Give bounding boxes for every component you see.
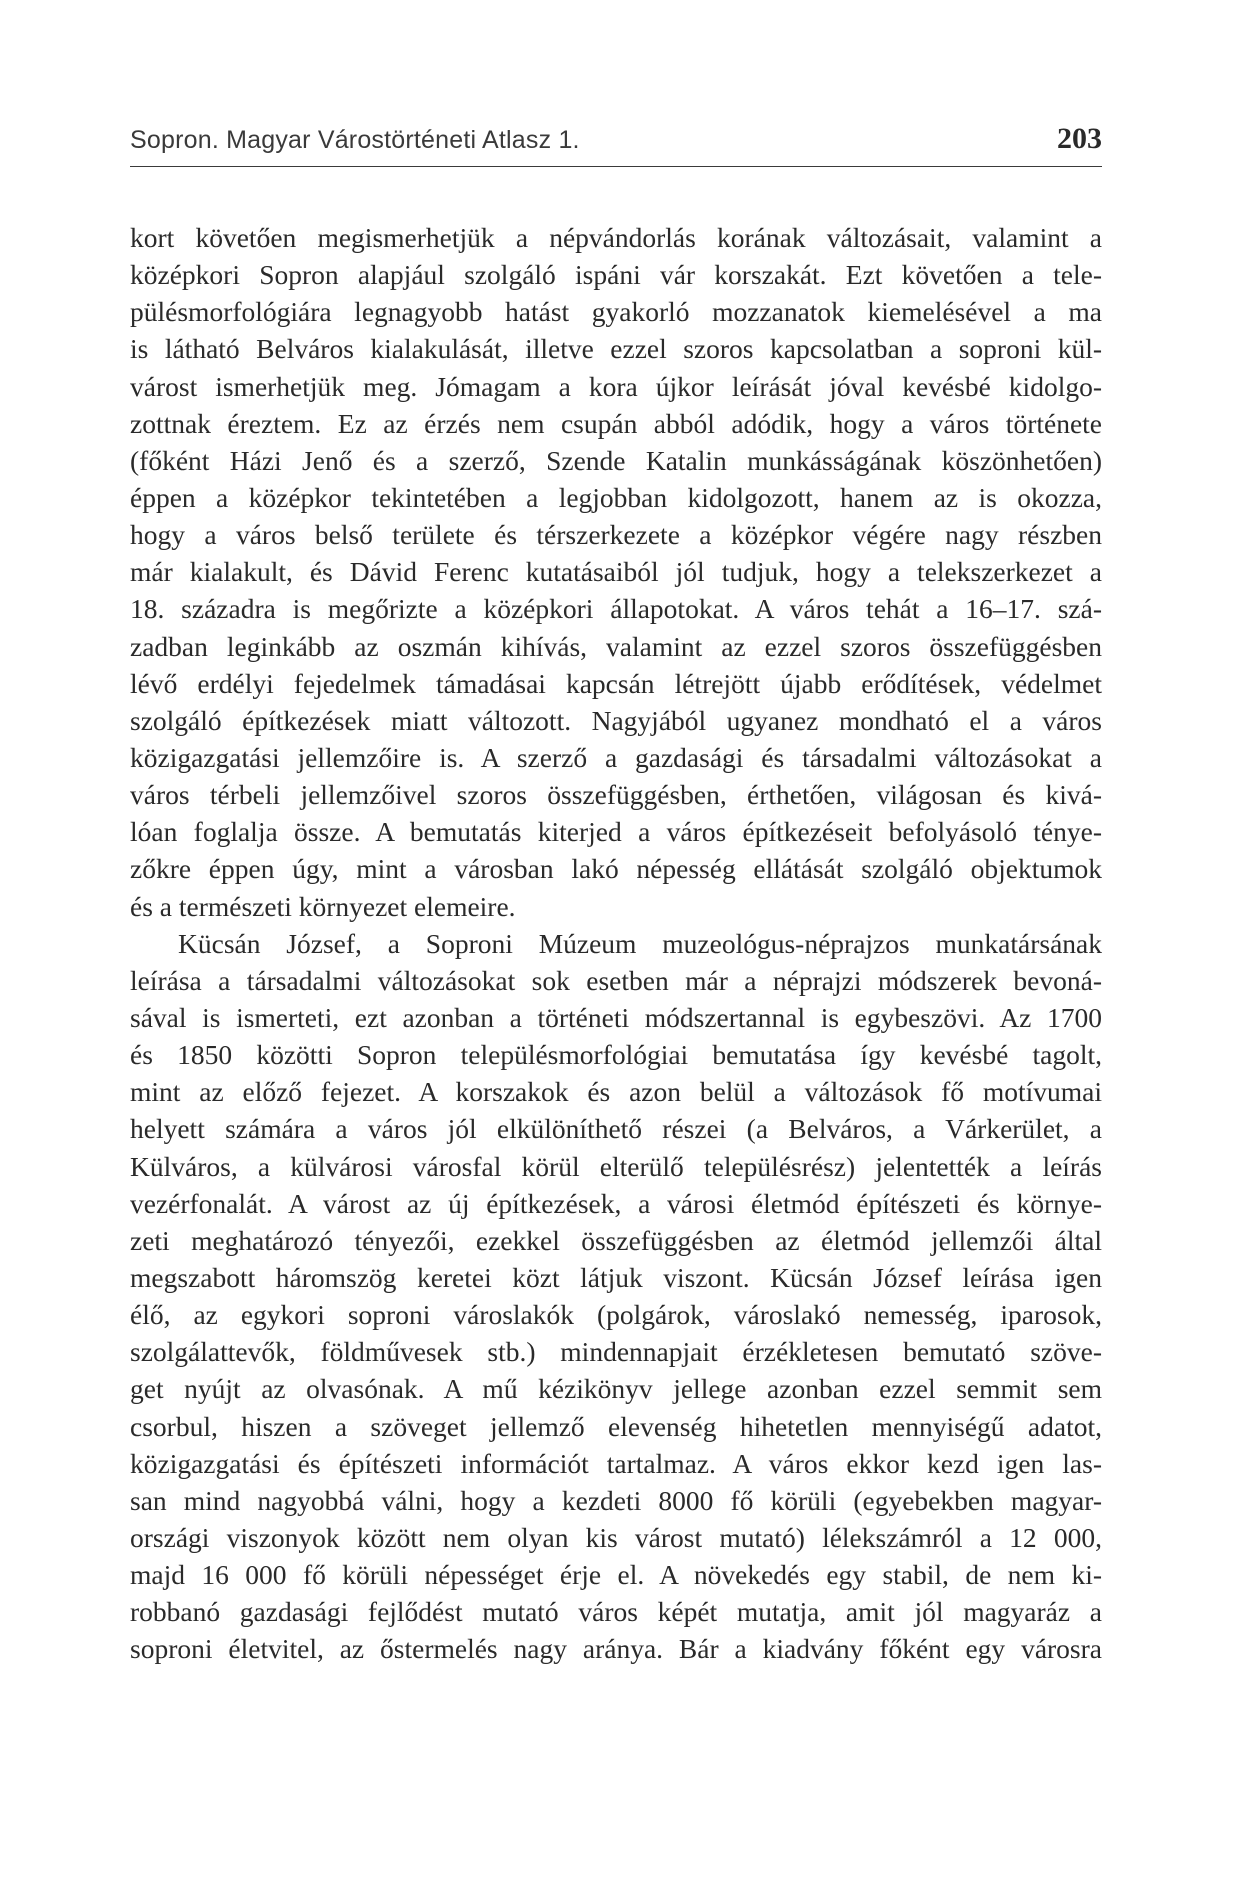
text-line: sával is ismerteti, ezt azonban a történeti módszertannal is egybeszövi. Az 1700: [130, 1001, 1102, 1033]
text-line: várost ismerhetjük meg. Jómagam a kora újkor leírását jóval kevésbé kidolgo-: [130, 370, 1102, 402]
text-line: hogy a város belső területe és térszerkezete a középkor végére nagy részben: [130, 519, 1102, 551]
text-line: zottnak éreztem. Ez az érzés nem csupán abból adódik, hogy a város története: [130, 407, 1102, 439]
text-line: vezérfonalát. A várost az új építkezések, a városi életmód építészeti és környe-: [130, 1187, 1102, 1219]
text-line: majd 16 000 fő körüli népességet érje el. A növekedés egy stabil, de nem ki-: [130, 1559, 1102, 1591]
text-line: szolgálattevők, földművesek stb.) mindennapjait érzékletesen bemutató szöve-: [130, 1336, 1102, 1368]
text-line: robbanó gazdasági fejlődést mutató város képét mutatja, amit jól magyaráz a: [130, 1596, 1102, 1628]
text-line: megszabott háromszög keretei közt látjuk viszont. Kücsán József leírása igen: [130, 1261, 1102, 1293]
text-line: országi viszonyok között nem olyan kis várost mutató) lélekszámról a 12 000,: [130, 1521, 1102, 1553]
text-line: Kücsán József, a Soproni Múzeum muzeológus-néprajzos munkatársának: [178, 927, 1102, 959]
page-number: 203: [1057, 122, 1102, 155]
running-header: [130, 118, 1102, 167]
text-line: 18. századra is megőrizte a középkori állapotokat. A város tehát a 16–17. szá-: [130, 593, 1102, 625]
paragraph-2: [130, 925, 1102, 1668]
text-line: mint az előző fejezet. A korszakok és azon belül a változások fő motívumai: [130, 1076, 1102, 1108]
text-line: zeti meghatározó tényezői, ezekkel összefüggésben az életmód jellemzői által: [130, 1224, 1102, 1256]
text-line: get nyújt az olvasónak. A mű kézikönyv jellege azonban ezzel semmit sem: [130, 1373, 1102, 1405]
text-line: (főként Házi Jenő és a szerző, Szende Katalin munkásságának köszönhetően): [130, 444, 1102, 476]
text-line: csorbul, hiszen a szöveget jellemző elevenség hihetetlen mennyiségű adatot,: [130, 1410, 1102, 1442]
text-line: zadban leginkább az oszmán kihívás, valamint az ezzel szoros összefüggésben: [130, 630, 1102, 662]
text-line: középkori Sopron alapjául szolgáló ispáni vár korszakát. Ezt követően a tele-: [130, 259, 1102, 291]
text-line: soproni életvitel, az őstermelés nagy aránya. Bár a kiadvány főként egy városra: [130, 1633, 1102, 1665]
text-line: és 1850 közötti Sopron településmorfológiai bemutatása így kevésbé tagolt,: [130, 1039, 1102, 1071]
text-line: már kialakult, és Dávid Ferenc kutatásaiból jól tudjuk, hogy a telekszerkezet a: [130, 556, 1102, 588]
text-line: is látható Belváros kialakulását, illetve ezzel szoros kapcsolatban a soproni kül-: [130, 333, 1102, 365]
text-line: közigazgatási és építészeti információt tartalmaz. A város ekkor kezd igen las-: [130, 1447, 1102, 1479]
text-line: helyett számára a város jól elkülöníthető részei (a Belváros, a Várkerület, a: [130, 1113, 1102, 1145]
text-line: leírása a társadalmi változásokat sok esetben már a néprajzi módszerek bevoná-: [130, 964, 1102, 996]
text-line: kort követően megismerhetjük a népvándorlás korának változásait, valamint a: [130, 222, 1102, 253]
text-line: san mind nagyobbá válni, hogy a kezdeti 8000 fő körüli (egyebekben magyar-: [130, 1484, 1102, 1516]
text-line: lóan foglalja össze. A bemutatás kiterjed a város építkezéseit befolyásoló ténye-: [130, 816, 1102, 848]
text-line: pülésmorfológiára legnagyobb hatást gyakorló mozzanatok kiemelésével a ma: [130, 296, 1102, 328]
paragraph-1: [130, 219, 1102, 925]
text-line: Külváros, a külvárosi városfal körül elterülő településrész) jelentették a leírás: [130, 1150, 1102, 1182]
text-line: lévő erdélyi fejedelmek támadásai kapcsán létrejött újabb erődítések, védelmet: [130, 667, 1102, 699]
text-line: közigazgatási jellemzőire is. A szerző a gazdasági és társadalmi változásokat a: [130, 741, 1102, 773]
text-line: éppen a középkor tekintetében a legjobban kidolgozott, hanem az is okozza,: [130, 481, 1102, 513]
text-line: és a természeti környezet elemeire.: [130, 890, 516, 922]
text-line: zőkre éppen úgy, mint a városban lakó népesség ellátását szolgáló objektumok: [130, 853, 1102, 885]
text-line: szolgáló építkezések miatt változott. Nagyjából ugyanez mondható el a város: [130, 704, 1102, 736]
running-title: Sopron. Magyar Várostörténeti Atlasz 1.: [130, 126, 580, 154]
text-line: város térbeli jellemzőivel szoros összefüggésben, érthetően, világosan és kivá-: [130, 779, 1102, 811]
body-text: [130, 219, 1102, 1667]
text-line: élő, az egykori soproni városlakók (polgárok, városlakó nemesség, iparosok,: [130, 1299, 1102, 1331]
